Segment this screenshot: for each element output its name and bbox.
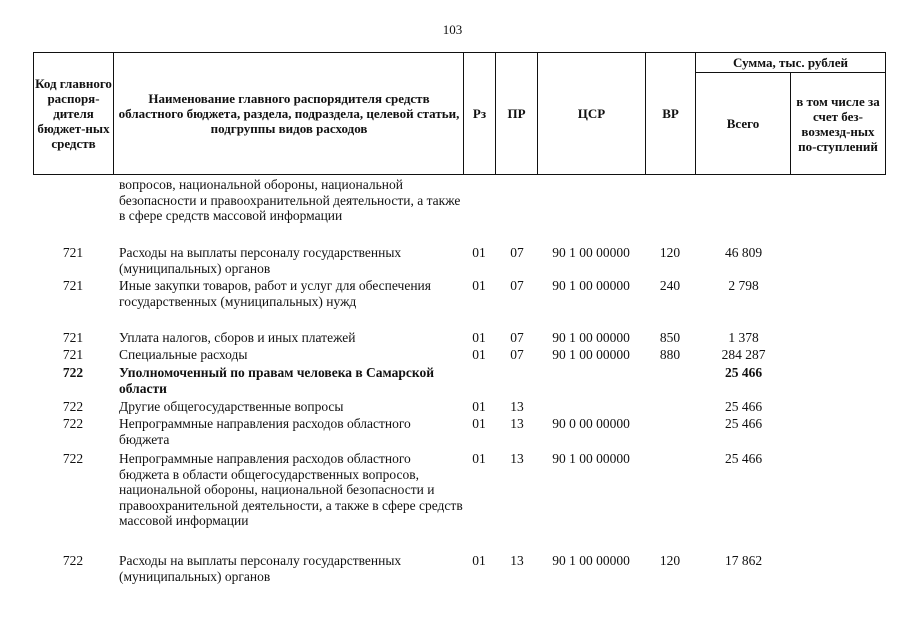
- row-total: 25 466: [724, 451, 763, 466]
- row-name: Специальные расходы: [119, 347, 248, 362]
- row-rz: 01: [472, 553, 486, 568]
- row-name: Иные закупки товаров, работ и услуг для обеспечения государственных (муниципальных) нужд: [119, 278, 431, 309]
- header-vr: ВР: [662, 105, 679, 121]
- row-rz: 01: [472, 330, 486, 345]
- row-name: Уплата налогов, сборов и иных платежей: [119, 330, 356, 345]
- row-pr: 13: [510, 451, 524, 466]
- row-csr: 90 1 00 00000: [552, 347, 630, 362]
- row-vr: 240: [659, 278, 681, 293]
- row-pr: 13: [510, 553, 524, 568]
- row-code: 721: [62, 347, 84, 362]
- row-total: 25 466: [724, 399, 763, 414]
- row-rz: 01: [472, 347, 486, 362]
- row-vr: 850: [659, 330, 681, 345]
- row-vr: 120: [659, 553, 681, 568]
- row-rz: 01: [472, 399, 486, 414]
- row-csr: 90 1 00 00000: [552, 278, 630, 293]
- row-name: Непрограммные направления расходов областного бюджета: [119, 416, 411, 447]
- page-number: 103: [442, 22, 463, 37]
- row-csr: 90 1 00 00000: [552, 330, 630, 345]
- row-total: 2 798: [728, 278, 759, 293]
- row-csr: 90 1 00 00000: [552, 553, 630, 568]
- row-code: 722: [62, 399, 84, 414]
- row-vr: 880: [659, 347, 681, 362]
- row-code: 722: [62, 416, 84, 431]
- row-code: 722: [62, 451, 84, 466]
- header-sum: Сумма, тыс. рублей: [733, 54, 848, 70]
- row-csr: 90 1 00 00000: [552, 451, 630, 466]
- header-name: Наименование главного распорядителя средств областного бюджета, раздела, подраздела, целевой статьи, подгруппы видов расходов: [118, 90, 460, 136]
- row-rz: 01: [472, 451, 486, 466]
- row-pr: 07: [510, 330, 524, 345]
- header-csr: ЦСР: [577, 105, 606, 121]
- row-vr: 120: [659, 245, 681, 260]
- row-name: Другие общегосударственные вопросы: [119, 399, 344, 414]
- header-pr: ПР: [507, 105, 526, 121]
- row-name: Расходы на выплаты персоналу государственных (муниципальных) органов: [119, 245, 402, 276]
- row-code: 721: [62, 330, 84, 345]
- row-total: 17 862: [724, 553, 763, 568]
- row-code: 721: [62, 245, 84, 260]
- header-incl: в том числе за счет без-возмезд-ных по-ступлений: [796, 93, 880, 154]
- row-pr: 07: [510, 245, 524, 260]
- row-total: 1 378: [728, 330, 759, 345]
- row-pr: 13: [510, 399, 524, 414]
- row-name: вопросов, национальной обороны, национальной безопасности и правоохранительной деятельности, а также в сфере средств массовой информации: [119, 177, 461, 223]
- row-total: 46 809: [724, 245, 763, 260]
- row-total: 25 466: [724, 365, 763, 380]
- table-header: [33, 52, 886, 175]
- row-csr: 90 1 00 00000: [552, 245, 630, 260]
- row-rz: 01: [472, 278, 486, 293]
- row-name: Расходы на выплаты персоналу государственных (муниципальных) органов: [119, 553, 402, 584]
- row-pr: 07: [510, 278, 524, 293]
- row-code: 722: [62, 365, 84, 380]
- header-code: Код главного распоря-дителя бюджет-ных средств: [35, 75, 112, 151]
- row-pr: 13: [510, 416, 524, 431]
- row-total: 284 287: [721, 347, 766, 362]
- row-code: 721: [62, 278, 84, 293]
- row-name: Непрограммные направления расходов областного бюджета в области общегосударственных вопросов, национальной обороны, национальной безопасности и правоохранительной деятельности, а также в сфере средств массовой информации: [119, 451, 463, 528]
- row-code: 722: [62, 553, 84, 568]
- header-total: Всего: [726, 116, 760, 131]
- row-rz: 01: [472, 245, 486, 260]
- row-pr: 07: [510, 347, 524, 362]
- row-csr: 90 0 00 00000: [552, 416, 630, 431]
- header-rz: Рз: [472, 105, 487, 121]
- row-name: Уполномоченный по правам человека в Самарской области: [119, 365, 435, 396]
- row-total: 25 466: [724, 416, 763, 431]
- row-rz: 01: [472, 416, 486, 431]
